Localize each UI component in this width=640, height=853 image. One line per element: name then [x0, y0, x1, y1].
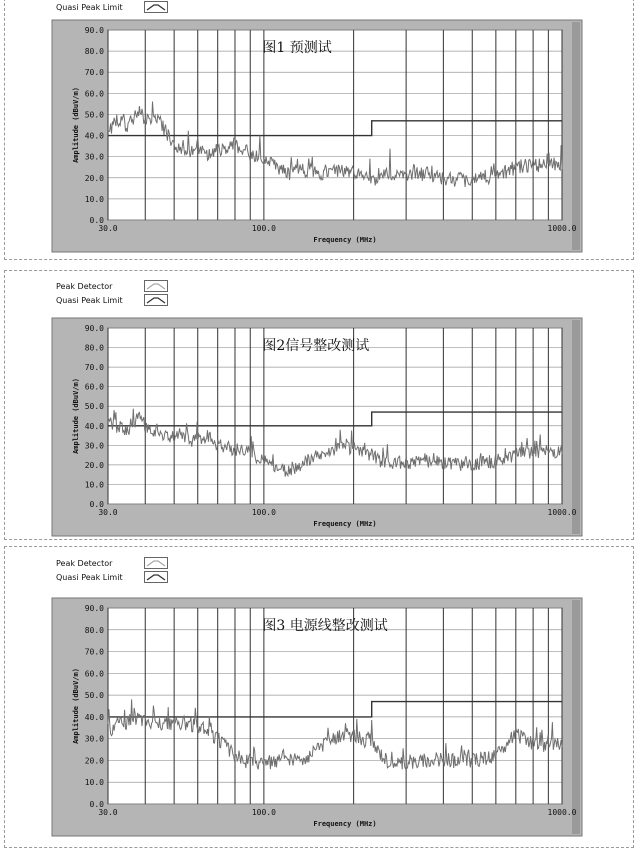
limit-line-swatch-icon [144, 571, 168, 583]
x-tick-label: 1000.0 [547, 808, 577, 817]
y-tick-label: 40.0 [84, 421, 104, 431]
x-tick-label: 100.0 [251, 808, 276, 817]
emc-chart-3 [52, 598, 582, 836]
y-axis-label: Amplitude (dBuV/m) [72, 378, 80, 454]
y-tick-label: 0.0 [89, 500, 104, 509]
peak-trace-swatch-icon [144, 280, 168, 292]
y-tick-label: 90.0 [84, 324, 104, 333]
x-tick-label: 30.0 [98, 508, 118, 517]
x-tick-label: 1000.0 [547, 508, 577, 517]
y-tick-label: 90.0 [84, 26, 104, 35]
chart-title: 图3 电源线整改测试 [262, 618, 388, 634]
y-tick-label: 10.0 [84, 194, 104, 204]
chart-side-bar [572, 22, 580, 250]
y-tick-label: 30.0 [84, 441, 104, 451]
x-tick-label: 100.0 [251, 224, 276, 233]
y-tick-label: 60.0 [84, 89, 104, 99]
legend-label: Quasi Peak Limit [56, 2, 123, 12]
chart-title: 图2信号整改测试 [262, 338, 370, 354]
y-tick-label: 20.0 [84, 173, 104, 183]
y-tick-label: 50.0 [84, 110, 104, 120]
plot-area [108, 30, 562, 220]
plot-area [108, 608, 562, 804]
y-tick-label: 30.0 [84, 152, 104, 162]
y-tick-label: 0.0 [89, 800, 104, 809]
y-tick-label: 20.0 [84, 756, 104, 766]
x-tick-label: 30.0 [98, 224, 118, 233]
y-tick-label: 10.0 [84, 480, 104, 490]
y-tick-label: 80.0 [84, 343, 104, 353]
legend-chart-2 [56, 279, 168, 307]
legend-item-quasi-peak-limit [56, 0, 168, 14]
y-tick-label: 80.0 [84, 625, 104, 635]
chart-title: 图1 预测试 [262, 40, 332, 56]
peak-trace-swatch-icon [144, 557, 168, 569]
y-axis-label: Amplitude (dBuV/m) [72, 668, 80, 744]
legend-chart-1 [56, 0, 168, 14]
x-tick-label: 100.0 [251, 508, 276, 517]
y-axis-label: Amplitude (dBuV/m) [72, 87, 80, 163]
limit-line-swatch-icon [144, 294, 168, 306]
legend-item-peak-detector [56, 279, 168, 293]
y-tick-label: 30.0 [84, 734, 104, 744]
legend-item-quasi-peak-limit [56, 293, 168, 307]
chart-side-bar [572, 320, 580, 534]
y-tick-label: 0.0 [89, 216, 104, 225]
emc-chart-2 [52, 318, 582, 536]
legend-item-quasi-peak-limit [56, 570, 168, 584]
y-tick-label: 90.0 [84, 604, 104, 613]
plot-area [108, 328, 562, 504]
y-tick-label: 80.0 [84, 47, 104, 57]
legend-label: Quasi Peak Limit [56, 572, 123, 582]
x-axis-label: Frequency (MHz) [313, 520, 377, 528]
y-tick-label: 60.0 [84, 669, 104, 679]
x-axis-label: Frequency (MHz) [313, 236, 377, 244]
limit-line-swatch-icon [144, 1, 168, 13]
x-tick-label: 30.0 [98, 808, 118, 817]
y-tick-label: 70.0 [84, 363, 104, 373]
y-tick-label: 70.0 [84, 68, 104, 78]
y-tick-label: 50.0 [84, 691, 104, 701]
y-tick-label: 70.0 [84, 647, 104, 657]
y-tick-label: 40.0 [84, 131, 104, 141]
legend-label: Quasi Peak Limit [56, 295, 123, 305]
y-tick-label: 60.0 [84, 382, 104, 392]
x-tick-label: 1000.0 [547, 224, 577, 233]
y-tick-label: 50.0 [84, 402, 104, 412]
emc-chart-1 [52, 20, 582, 252]
legend-item-peak-detector [56, 556, 168, 570]
legend-label: Peak Detector [56, 281, 113, 291]
chart-side-bar [572, 600, 580, 834]
legend-label: Peak Detector [56, 558, 113, 568]
y-tick-label: 20.0 [84, 460, 104, 470]
y-tick-label: 40.0 [84, 712, 104, 722]
legend-chart-3 [56, 556, 168, 584]
y-tick-label: 10.0 [84, 778, 104, 788]
x-axis-label: Frequency (MHz) [313, 820, 377, 828]
